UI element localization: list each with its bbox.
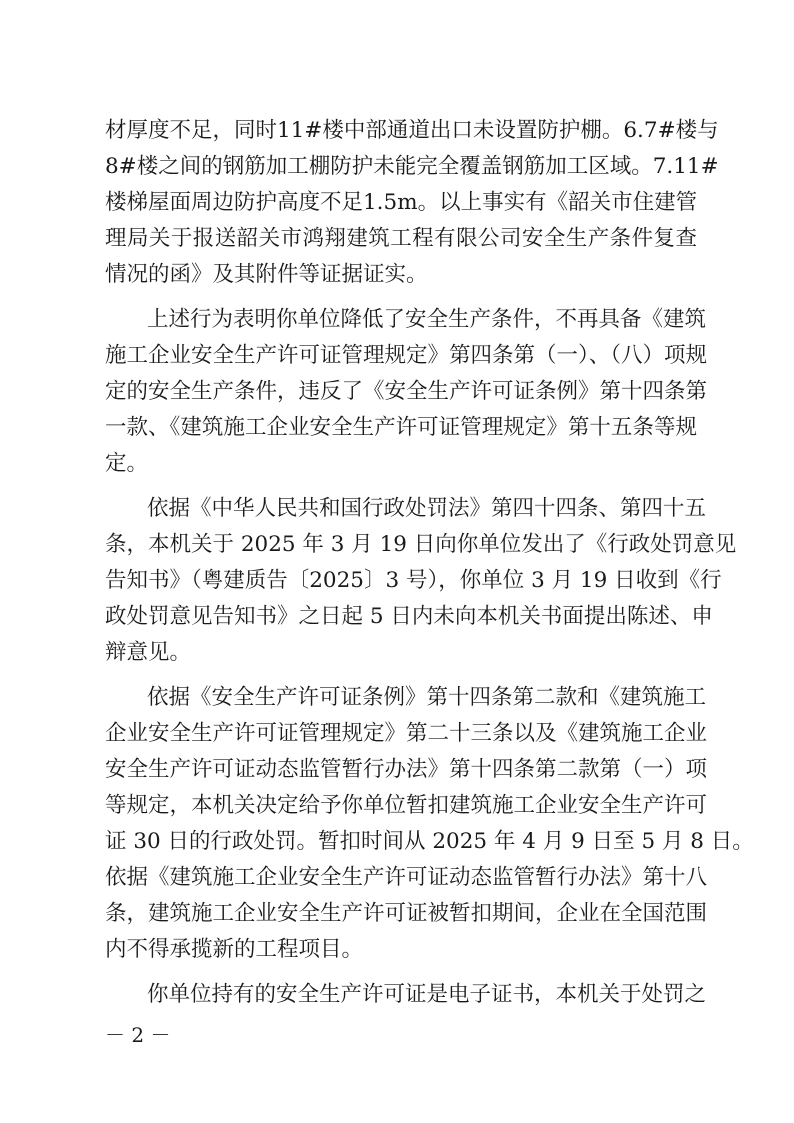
- paragraph-first-line: 依据《中华人民共和国行政处罚法》第四十四条、第四十五: [147, 496, 707, 521]
- text-line: 依据《建筑施工企业安全生产许可证动态监管暂行办法》第十八: [105, 865, 708, 890]
- text-line: 企业安全生产许可证管理规定》第二十三条以及《建筑施工企业: [105, 721, 708, 746]
- text-line: 情况的函》及其附件等证据证实。: [105, 262, 428, 287]
- text-line: 定。: [105, 451, 149, 476]
- text-line: 理局关于报送韶关市鸿翔建筑工程有限公司安全生产条件复查: [105, 226, 697, 251]
- text-line: 告知书》（粤建质告〔2025〕3 号），你单位 3 月 19 日收到《行: [105, 568, 722, 593]
- text-line: 安全生产许可证动态监管暂行办法》第十四条第二款第（一）项: [105, 757, 708, 782]
- page-number: － 2 －: [105, 1023, 171, 1047]
- text-line: 条，本机关于 2025 年 3 月 19 日向你单位发出了《行政处罚意见: [105, 532, 737, 557]
- text-line: 定的安全生产条件，违反了《安全生产许可证条例》第十四条第: [105, 379, 708, 404]
- paragraph-first-line: 上述行为表明你单位降低了安全生产条件，不再具备《建筑: [147, 307, 707, 332]
- text-line: 8#楼之间的钢筋加工棚防护未能完全覆盖钢筋加工区域。7.11#: [105, 154, 719, 179]
- text-line: 条，建筑施工企业安全生产许可证被暂扣期间，企业在全国范围: [105, 901, 708, 926]
- paragraph-first-line: 你单位持有的安全生产许可证是电子证书，本机关于处罚之: [147, 982, 707, 1007]
- text-line: 内不得承揽新的工程项目。: [105, 937, 364, 962]
- text-line: 楼梯屋面周边防护高度不足1.5m。以上事实有《韶关市住建管: [105, 190, 698, 215]
- text-line: 材厚度不足，同时11#楼中部通道出口未设置防护棚。6.7#楼与: [105, 118, 719, 143]
- paragraph-first-line: 依据《安全生产许可证条例》第十四条第二款和《建筑施工: [147, 685, 707, 710]
- text-line: 一款、《建筑施工企业安全生产许可证管理规定》第十五条等规: [105, 415, 697, 440]
- text-line: 辩意见。: [105, 640, 192, 665]
- text-line: 证 30 日的行政处罚。暂扣时间从 2025 年 4 月 9 日至 5 月 8 日。: [105, 829, 754, 854]
- text-line: 施工企业安全生产许可证管理规定》第四条第（一）、（八）项规: [105, 343, 708, 368]
- text-line: 政处罚意见告知书》之日起 5 日内未向本机关书面提出陈述、申: [105, 604, 713, 629]
- text-line: 等规定，本机关决定给予你单位暂扣建筑施工企业安全生产许可: [105, 793, 708, 818]
